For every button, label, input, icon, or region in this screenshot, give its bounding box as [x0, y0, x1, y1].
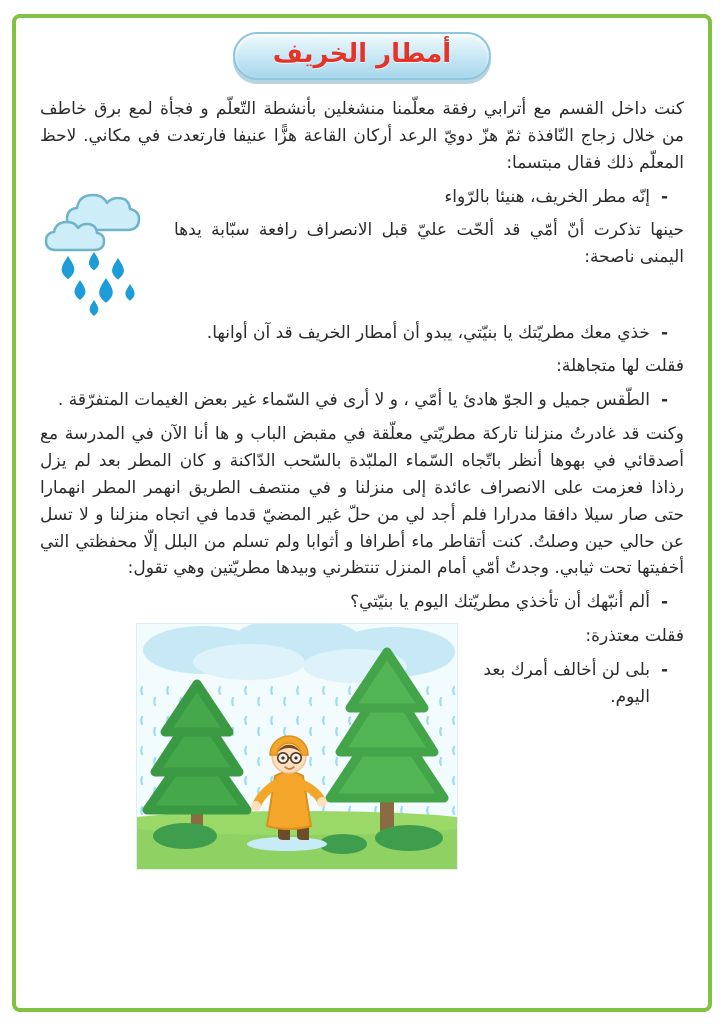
dialogue-dash: - — [660, 660, 668, 681]
rain-scene-image — [137, 624, 457, 869]
page-title: أمطار الخريف — [272, 39, 452, 69]
clouds — [46, 195, 139, 250]
ending-section — [40, 623, 684, 870]
dialogue-promise — [474, 657, 668, 711]
girl-in-rain-illustration — [136, 623, 458, 870]
dialogue-text: خذي معك مطريّتك يا بنيّتي، يبدو أن أمطار الخريف قد آن أوانها. — [206, 322, 650, 343]
dialogue-text: بلى لن أخالف أمرك بعد اليوم. — [483, 660, 650, 707]
dialogue-dash: - — [660, 390, 668, 411]
cloud-section — [40, 184, 684, 320]
dialogue-dash: - — [660, 322, 668, 343]
dialogue-mother-reminder — [40, 589, 668, 616]
dialogue-text: إنّه مطر الخريف، هنيئا بالرّواء — [444, 186, 650, 207]
dialogue-mother-take-umbrella — [40, 320, 668, 347]
dialogue-dash: - — [660, 592, 668, 613]
paragraph-apologizing: فقلت معتذرة: — [585, 626, 684, 647]
title-badge — [233, 32, 491, 80]
paragraph-classroom: كنت داخل القسم مع أترابي رفقة معلّمنا منشغلين بأنشطة التّعلّم و فجأة لمع برق خاطف من خلال زجاج النّافذة ثمّ هزّ دويّ الرعد أركان القاعة هزًّا عنيفا فارتعدت في مكاني. لاحظ المعلّم ذلك فقال مبتسما: — [40, 99, 684, 173]
dialogue-weather-nice — [40, 387, 668, 414]
rain-cloud-illustration — [40, 184, 160, 318]
dialogue-teacher — [174, 184, 668, 211]
rain-cloud-icon — [40, 184, 160, 318]
dialogue-dash: - — [660, 186, 668, 207]
raindrops — [62, 252, 135, 316]
paragraph-rain-story: وكنت قد غادرتُ منزلنا تاركة مطريّتي معلّقة في مقبض الباب و ها أنا الآن في المدرسة مع أصدقائي في بهوها أنظر باتّجاه السّماء الملبّدة بالسّحب الدّاكنة و كان المطر بعد لم يزل رذاذا فعزمت على الانصراف عائدة إلى منزلنا و في منتصف الطريق انهمر المطر انهمارا حتى صار سيلا دافقا مدرارا فلم أجد لي من حلّ غير المضيّ قدما في اتجاه منزلنا و لا تسل عن حالي حين وصلتُ. كنت أتقاطر ماء أطرافا و أثوابا ولم تسلم من البلل إلّا محفظتي التي أخفيتها تحت ثيابي. وجدتُ أمّي أمام المنزل تنتظرني وبيدها مطريّتين وهي تقول: — [40, 424, 684, 579]
paragraph-said-ignoring: فقلت لها متجاهلة: — [556, 356, 684, 377]
dialogue-text: الطّقس جميل و الجوّ هادئ يا أمّي ، و لا أرى في السّماء غير بعض الغيمات المتفرّقة . — [57, 390, 650, 411]
dialogue-text: ألم أنبّهك أن تأخذي مطريّتك اليوم يا بنيّتي؟ — [350, 592, 650, 613]
paragraph-mother-advice: حينها تذكرت أنّ أمّي قد ألحّت عليّ قبل الانصراف رافعة سبّابة يدها اليمنى ناصحة: — [174, 220, 684, 268]
green-border-frame — [12, 14, 712, 1012]
